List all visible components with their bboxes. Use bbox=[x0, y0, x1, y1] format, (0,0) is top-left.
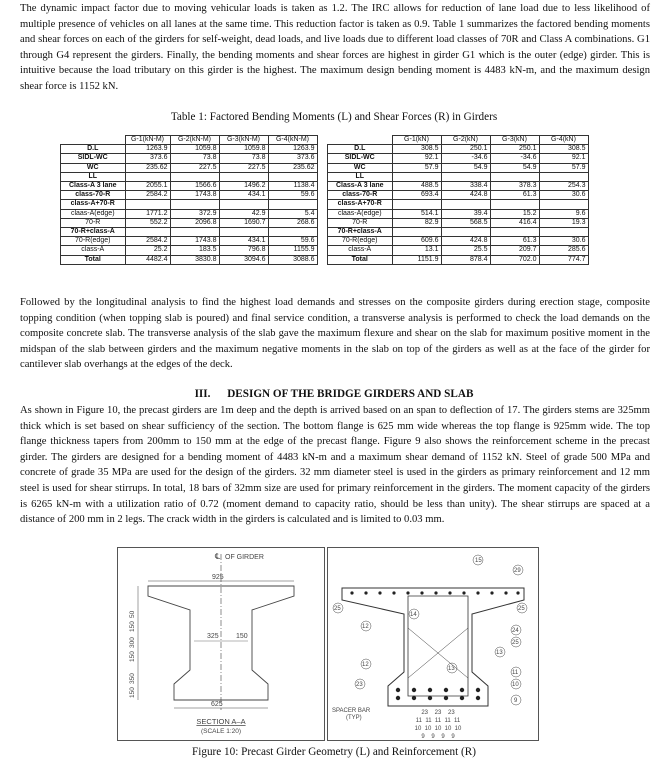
table-cell: 254.3 bbox=[539, 182, 588, 191]
callout-12-lower: 12 bbox=[362, 662, 369, 668]
callout-29: 29 bbox=[514, 568, 521, 574]
table-cell: 5.4 bbox=[268, 209, 317, 218]
table-cell: 424.8 bbox=[441, 237, 490, 246]
table-row bbox=[61, 218, 318, 227]
table-cell: 1059.8 bbox=[170, 145, 219, 154]
table-cell: 774.7 bbox=[539, 255, 588, 264]
table-cell: 372.9 bbox=[170, 209, 219, 218]
cl-symbol: ℄ bbox=[215, 552, 221, 561]
column-header: G-4(kN-M) bbox=[268, 136, 317, 145]
row-label: class-70-R bbox=[61, 191, 126, 200]
table-cell bbox=[219, 228, 268, 237]
table-cell: 568.5 bbox=[441, 218, 490, 227]
callout-13: 13 bbox=[496, 650, 503, 656]
callout-23: 23 bbox=[356, 682, 363, 688]
table-cell: 1155.9 bbox=[268, 246, 317, 255]
row-label: SIDL-WC bbox=[61, 154, 126, 163]
table-cell: 285.6 bbox=[539, 246, 588, 255]
table-cell bbox=[490, 172, 539, 181]
table-row bbox=[328, 237, 589, 246]
table-row bbox=[328, 191, 589, 200]
callout-13-lower: 13 bbox=[448, 666, 455, 672]
table-cell: 416.4 bbox=[490, 218, 539, 227]
table-cell: 488.5 bbox=[392, 182, 441, 191]
table-cell: 3088.6 bbox=[268, 255, 317, 264]
table-cell: 1151.9 bbox=[392, 255, 441, 264]
body-paragraph-2: Followed by the longitudinal analysis to find the highest load demands and stresses on the composite girders during erection stage, composite topping condition (when topping slab is poured) and final service condition, a transverse analysis is performed to check the load demands on the composite concrete slab. The transverse analysis of the slab gave the maximum flexure and shear on the slab for maximum positive moment in the midspan of the slab between girders and the maximum negative moments in the slab on top of the girders as well as at the face of the girder for cantilever slab overhangs at the edges of the deck. bbox=[20, 297, 650, 371]
table-cell bbox=[441, 200, 490, 209]
table-cell bbox=[170, 172, 219, 181]
table-cell bbox=[490, 228, 539, 237]
callout-11: 11 bbox=[512, 670, 519, 676]
table-cell: 1566.6 bbox=[170, 182, 219, 191]
body-paragraph-1: The dynamic impact factor due to moving vehicular loads is taken as 1.2. The IRC allows for reduction of lane load due to less likelihood of multiple presence of vehicles on all lanes at the same time. This reduction factor is taken as 0.9. Table 1 summarizes the factored bending moments and shear forces on each of the girders for self-weight, dead loads, and live loads due to different load classes of 70R and Class A combinations. G1 through G4 represent the girders. Finally, the bending moments and shear forces are highest in girder G1 which is the outer (edge) girder. This is intuitive because the load tributary on this girder is the highest. The maximum design bending moment is 4483 kN-m, and the maximum design shear force is 1152 kN. bbox=[20, 3, 650, 92]
row-label: class-A+70-R bbox=[61, 200, 126, 209]
row-label: WC bbox=[328, 163, 393, 172]
spacer-bar-label: SPACER BAR bbox=[332, 708, 371, 714]
table-header-row bbox=[61, 136, 318, 145]
table-row bbox=[328, 163, 589, 172]
table-cell: 59.6 bbox=[268, 191, 317, 200]
callout-24: 24 bbox=[512, 628, 519, 634]
table-cell: 54.9 bbox=[441, 163, 490, 172]
table-cell: 1263.9 bbox=[268, 145, 317, 154]
table-cell bbox=[268, 172, 317, 181]
row-label: claas-A(edge) bbox=[61, 209, 126, 218]
table-cell: 250.1 bbox=[441, 145, 490, 154]
row-label: 70-R(edge) bbox=[328, 237, 393, 246]
table-cell: 57.9 bbox=[392, 163, 441, 172]
table-cell: 268.6 bbox=[268, 218, 317, 227]
column-header: G-4(kN) bbox=[539, 136, 588, 145]
row-label: Total bbox=[61, 255, 126, 264]
section-scale: (SCALE 1:20) bbox=[200, 728, 242, 735]
table-cell: 1771.2 bbox=[125, 209, 170, 218]
table-cell: 92.1 bbox=[392, 154, 441, 163]
bending-moment-table bbox=[60, 135, 318, 265]
table-row bbox=[61, 154, 318, 163]
row-label: D.L bbox=[61, 145, 126, 154]
table-cell: 183.5 bbox=[170, 246, 219, 255]
dim-left-1: 50 bbox=[129, 610, 136, 618]
table-cell: 39.4 bbox=[441, 209, 490, 218]
row-label: class-A bbox=[328, 246, 393, 255]
table-cell: 693.4 bbox=[392, 191, 441, 200]
table-cell: 209.7 bbox=[490, 246, 539, 255]
callout-10: 10 bbox=[512, 682, 519, 688]
table-cell: 3094.6 bbox=[219, 255, 268, 264]
column-header: G-2(kN) bbox=[441, 136, 490, 145]
table-row bbox=[328, 246, 589, 255]
table-cell: 373.6 bbox=[125, 154, 170, 163]
row-label: 70-R+class-A bbox=[61, 228, 126, 237]
table-cell: 73.8 bbox=[170, 154, 219, 163]
table-cell: 235.62 bbox=[268, 163, 317, 172]
table-cell bbox=[125, 200, 170, 209]
dim-top-flange: 925 bbox=[212, 574, 224, 581]
table-cell: 552.2 bbox=[125, 218, 170, 227]
table-cell: 61.3 bbox=[490, 191, 539, 200]
callout-9: 9 bbox=[514, 698, 518, 704]
column-header: G-3(kN) bbox=[490, 136, 539, 145]
table-cell: 15.2 bbox=[490, 209, 539, 218]
table-cell: 92.1 bbox=[539, 154, 588, 163]
table-cell: 13.1 bbox=[392, 246, 441, 255]
table-cell: 1138.4 bbox=[268, 182, 317, 191]
row-label: 70-R+class-A bbox=[328, 228, 393, 237]
table-cell bbox=[392, 200, 441, 209]
row-label: SIDL-WC bbox=[328, 154, 393, 163]
section-a-a-title: SECTION A–A bbox=[196, 717, 246, 726]
table-cell: 30.6 bbox=[539, 191, 588, 200]
table-row bbox=[328, 200, 589, 209]
table-cell bbox=[268, 228, 317, 237]
dim-web: 325 bbox=[207, 633, 219, 640]
table-cell bbox=[392, 172, 441, 181]
table-header-row bbox=[328, 136, 589, 145]
table-cell: 82.9 bbox=[392, 218, 441, 227]
table-cell: -34.6 bbox=[441, 154, 490, 163]
row-label: claas-A(edge) bbox=[328, 209, 393, 218]
table-cell bbox=[170, 228, 219, 237]
table-cell: 1743.8 bbox=[170, 191, 219, 200]
table-cell: 9.6 bbox=[539, 209, 588, 218]
table-cell: 424.8 bbox=[441, 191, 490, 200]
table-row bbox=[61, 209, 318, 218]
table-cell: 609.6 bbox=[392, 237, 441, 246]
table-row bbox=[61, 246, 318, 255]
table-caption: Table 1: Factored Bending Moments (L) and Shear Forces (R) in Girders bbox=[170, 111, 498, 123]
table-cell bbox=[539, 228, 588, 237]
callout-14: 14 bbox=[410, 612, 417, 618]
table-cell: 1496.2 bbox=[219, 182, 268, 191]
table-corner bbox=[328, 136, 393, 145]
table-cell: 25.5 bbox=[441, 246, 490, 255]
body-paragraph-3: As shown in Figure 10, the precast girders are 1m deep and the depth is arrived based on an span to deflection of 17. The girders stems are 325mm thick which is set based on shear sufficiency of the section. The bottom flange is 625 mm wide whereas the top flange is 925mm wide. The top flange thickness tapers from 200mm to 150 mm at the edge of the precast flange. Figure 9 also shows the reinforcement scheme in the precast girder. The girders are designed for a bending moment of 4483 kN-m and a maximum shear demand of 1152 kN. Steel of grade 500 MPa and concrete of grade 35 MPa are used for the design of the girders. 32 mm diameter steel is used in the girders as primary reinforcement and 12 mm steel is used for shear stirrups. In total, 18 bars of 32mm size are used for primary reinforcement in the girders. The moment capacity of the girders is 6265 kN-m with a utilization ratio of 0.72 (moment demand to capacity ratio, should be less than unity). The shear stirrups are spaced at a distance of 200 mm in 2 legs. The crack width in the girders is calculated and is limited to 0.03 mm. bbox=[20, 405, 650, 526]
bottom-row-3: 10 10 10 10 10 bbox=[414, 726, 462, 732]
table-row bbox=[328, 209, 589, 218]
bottom-row-1: 23 23 23 bbox=[421, 710, 455, 716]
table-cell bbox=[392, 228, 441, 237]
table-row bbox=[328, 255, 589, 264]
row-label: class-A bbox=[61, 246, 126, 255]
table-row bbox=[61, 237, 318, 246]
table-cell: 308.5 bbox=[539, 145, 588, 154]
table-cell: 227.5 bbox=[219, 163, 268, 172]
table-cell: 702.0 bbox=[490, 255, 539, 264]
table-cell bbox=[268, 200, 317, 209]
section-heading bbox=[0, 388, 668, 400]
figure-girder-geometry bbox=[117, 547, 325, 741]
callout-25: 25 bbox=[512, 640, 519, 646]
table-cell: 3830.8 bbox=[170, 255, 219, 264]
row-label: class-A+70-R bbox=[328, 200, 393, 209]
table-cell: 30.6 bbox=[539, 237, 588, 246]
table-cell: 235.62 bbox=[125, 163, 170, 172]
row-label: LL bbox=[328, 172, 393, 181]
table-cell bbox=[170, 200, 219, 209]
table-cell: 57.9 bbox=[539, 163, 588, 172]
table-cell: 434.1 bbox=[219, 191, 268, 200]
row-label: Class-A 3 lane bbox=[61, 182, 126, 191]
row-label: LL bbox=[61, 172, 126, 181]
figure-caption: Figure 10: Precast Girder Geometry (L) and Reinforcement (R) bbox=[192, 746, 476, 758]
table-cell: 338.4 bbox=[441, 182, 490, 191]
table-row bbox=[61, 182, 318, 191]
column-header: G-2(kN-M) bbox=[170, 136, 219, 145]
table-cell bbox=[539, 200, 588, 209]
table-row bbox=[328, 182, 589, 191]
table-cell: 73.8 bbox=[219, 154, 268, 163]
dim-bottom-flange: 625 bbox=[211, 701, 223, 708]
table-cell bbox=[539, 172, 588, 181]
table-row bbox=[61, 228, 318, 237]
table-cell: 54.9 bbox=[490, 163, 539, 172]
table-cell: 227.5 bbox=[170, 163, 219, 172]
table-cell: 308.5 bbox=[392, 145, 441, 154]
row-label: class-70-R bbox=[328, 191, 393, 200]
dim-left-6: 150 bbox=[129, 687, 136, 698]
shear-force-table bbox=[327, 135, 589, 265]
row-label: D.L bbox=[328, 145, 393, 154]
cl-label: OF GIRDER bbox=[225, 554, 264, 561]
table-cell: 1690.7 bbox=[219, 218, 268, 227]
column-header: G-1(kN) bbox=[392, 136, 441, 145]
table-cell: 250.1 bbox=[490, 145, 539, 154]
callout-25-right: 25 bbox=[518, 606, 525, 612]
table-row bbox=[61, 255, 318, 264]
callout-12: 12 bbox=[362, 624, 369, 630]
table-row bbox=[328, 228, 589, 237]
table-cell bbox=[125, 172, 170, 181]
table-cell bbox=[219, 200, 268, 209]
row-label: 70-R(edge) bbox=[61, 237, 126, 246]
bottom-row-2: 11 11 11 11 11 bbox=[415, 718, 461, 724]
table-cell: 796.8 bbox=[219, 246, 268, 255]
dim-left-3: 300 bbox=[129, 637, 136, 648]
table-cell: 61.3 bbox=[490, 237, 539, 246]
table-cell: 1263.9 bbox=[125, 145, 170, 154]
table-corner bbox=[61, 136, 126, 145]
section-number: III. bbox=[194, 388, 211, 400]
table-cell: 373.6 bbox=[268, 154, 317, 163]
table-cell: 378.3 bbox=[490, 182, 539, 191]
table-cell bbox=[219, 172, 268, 181]
row-label: WC bbox=[61, 163, 126, 172]
callout-15: 15 bbox=[475, 558, 482, 564]
bottom-row-4: 9 9 9 9 bbox=[421, 734, 455, 740]
section-title: DESIGN OF THE BRIDGE GIRDERS AND SLAB bbox=[227, 388, 474, 400]
table-cell: 2096.8 bbox=[170, 218, 219, 227]
table-cell: 2055.1 bbox=[125, 182, 170, 191]
table-cell: 878.4 bbox=[441, 255, 490, 264]
table-cell: 434.1 bbox=[219, 237, 268, 246]
figure-girder-reinforcement bbox=[327, 547, 539, 741]
column-header: G-1(kN-M) bbox=[125, 136, 170, 145]
table-cell bbox=[441, 228, 490, 237]
table-row bbox=[328, 145, 589, 154]
dim-left-4: 150 bbox=[129, 651, 136, 662]
table-cell: 59.6 bbox=[268, 237, 317, 246]
dim-150: 150 bbox=[236, 633, 248, 640]
table-row bbox=[328, 154, 589, 163]
table-row bbox=[61, 200, 318, 209]
table-cell: 42.9 bbox=[219, 209, 268, 218]
table-cell: 2584.2 bbox=[125, 191, 170, 200]
column-header: G-3(kN-M) bbox=[219, 136, 268, 145]
reinforcement-drawing bbox=[328, 548, 538, 740]
table-row bbox=[61, 163, 318, 172]
table-cell: 4482.4 bbox=[125, 255, 170, 264]
table-cell: 19.3 bbox=[539, 218, 588, 227]
table-row bbox=[61, 191, 318, 200]
table-cell: 514.1 bbox=[392, 209, 441, 218]
table-cell: 1059.8 bbox=[219, 145, 268, 154]
table-row bbox=[328, 218, 589, 227]
table-cell: 25.2 bbox=[125, 246, 170, 255]
table-row bbox=[328, 172, 589, 181]
table-cell bbox=[490, 200, 539, 209]
girder-section-drawing bbox=[118, 548, 324, 740]
table-cell bbox=[125, 228, 170, 237]
table-cell: -34.6 bbox=[490, 154, 539, 163]
spacer-bar-sub: (TYP) bbox=[346, 715, 362, 721]
row-label: Total bbox=[328, 255, 393, 264]
row-label: 70-R bbox=[61, 218, 126, 227]
dim-left-2: 150 bbox=[129, 621, 136, 632]
table-row bbox=[61, 172, 318, 181]
table-cell bbox=[441, 172, 490, 181]
row-label: Class-A 3 lane bbox=[328, 182, 393, 191]
table-cell: 1743.8 bbox=[170, 237, 219, 246]
callout-25-left: 25 bbox=[334, 606, 341, 612]
table-row bbox=[61, 145, 318, 154]
dim-left-5: 350 bbox=[129, 673, 136, 684]
row-label: 70-R bbox=[328, 218, 393, 227]
girder-outline bbox=[342, 588, 524, 706]
table-cell: 2584.2 bbox=[125, 237, 170, 246]
